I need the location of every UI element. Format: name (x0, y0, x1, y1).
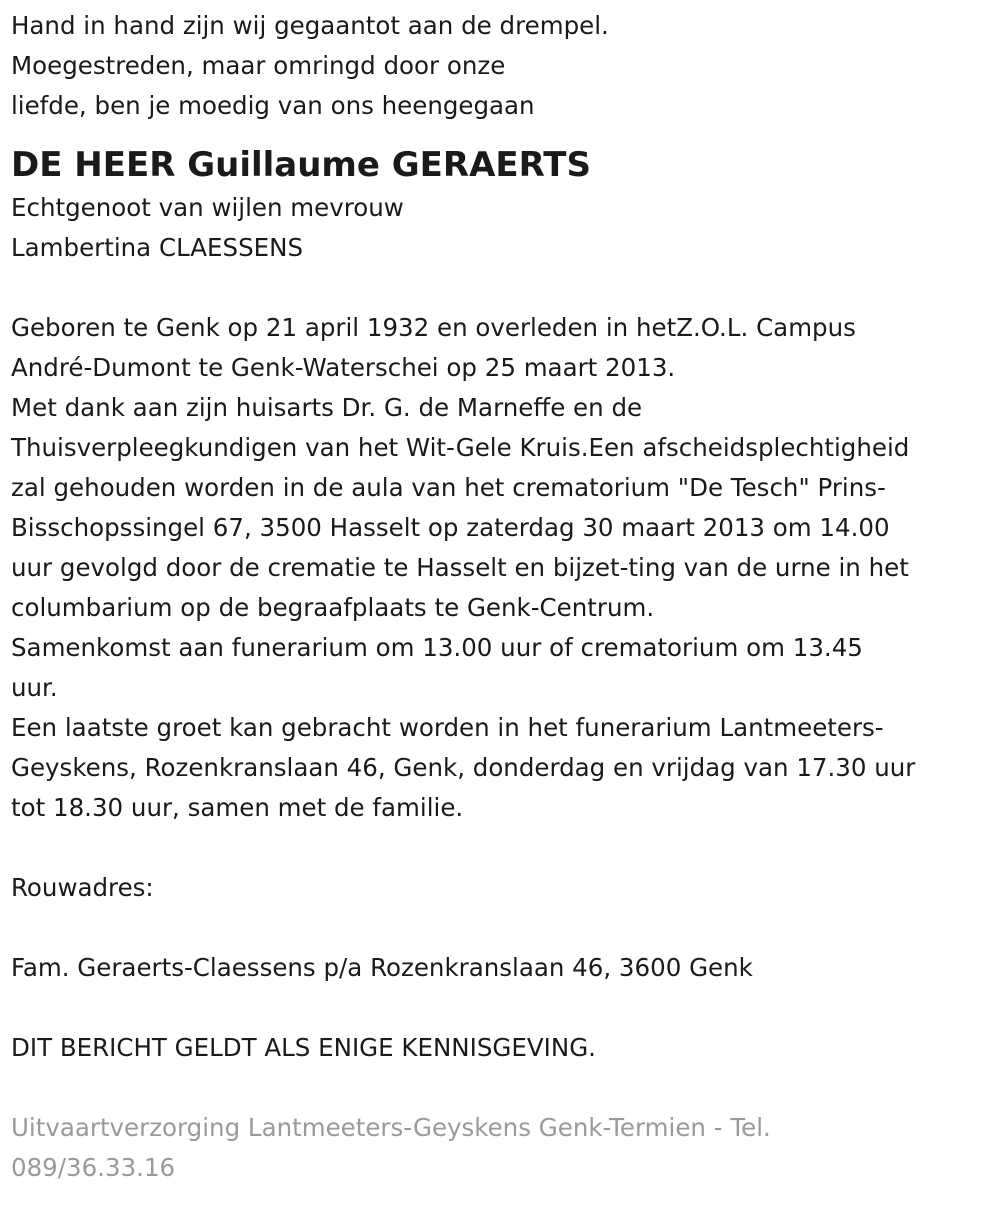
address-value: Fam. Geraerts-Claessens p/a Rozenkranslaan 46, 3600 Genk (11, 953, 753, 982)
spacer (11, 268, 996, 308)
body-line: Bisschopssingel 67, 3500 Hasselt op zaterdag 30 maart 2013 om 14.00 (11, 513, 890, 542)
body-line: Met dank aan zijn huisarts Dr. G. de Marneffe en de (11, 393, 643, 422)
body-line: André-Dumont te Genk-Waterschei op 25 maart 2013. (11, 353, 676, 382)
footer-phone: 089/36.33.16 (11, 1153, 176, 1182)
relation-line: Echtgenoot van wijlen mevrouw (11, 193, 404, 222)
deceased-name: DE HEER Guillaume GERAERTS (11, 145, 591, 185)
spacer (11, 1068, 996, 1108)
spacer (11, 828, 996, 868)
body-line: tot 18.30 uur, samen met de familie. (11, 793, 464, 822)
footer-line: Uitvaartverzorging Lantmeeters-Geyskens Genk-Termien - Tel. (11, 1113, 771, 1142)
body-line: Samenkomst aan funerarium om 13.00 uur of crematorium om 13.45 (11, 633, 863, 662)
obituary-body (11, 308, 996, 828)
spacer (11, 908, 996, 948)
body-line: columbarium op de begraafplaats te Genk-Centrum. (11, 593, 655, 622)
notice-statement: DIT BERICHT GELDT ALS ENIGE KENNISGEVING. (11, 1033, 596, 1062)
relation-line: Lambertina CLAESSENS (11, 233, 303, 262)
address-label: Rouwadres: (11, 873, 154, 902)
body-line: zal gehouden worden in de aula van het crematorium "De Tesch" Prins- (11, 473, 886, 502)
poem-line: Hand in hand zijn wij gegaantot aan de drempel. (11, 11, 609, 40)
funeral-home-footer (11, 1108, 996, 1188)
body-line: Geyskens, Rozenkranslaan 46, Genk, donderdag en vrijdag van 17.30 uur (11, 753, 916, 782)
body-line: uur. (11, 673, 58, 702)
poem (11, 6, 996, 126)
obituary-notice (11, 6, 996, 1188)
body-line: Thuisverpleegkundigen van het Wit-Gele Kruis.Een afscheidsplechtigheid (11, 433, 910, 462)
body-line: uur gevolgd door de crematie te Hasselt en bijzet-ting van de urne in het (11, 553, 909, 582)
poem-line: Moegestreden, maar omringd door onze (11, 51, 506, 80)
body-line: Een laatste groet kan gebracht worden in het funerarium Lantmeeters- (11, 713, 884, 742)
spacer (11, 988, 996, 1028)
body-line: Geboren te Genk op 21 april 1932 en overleden in hetZ.O.L. Campus (11, 313, 856, 342)
poem-line: liefde, ben je moedig van ons heengegaan (11, 91, 535, 120)
